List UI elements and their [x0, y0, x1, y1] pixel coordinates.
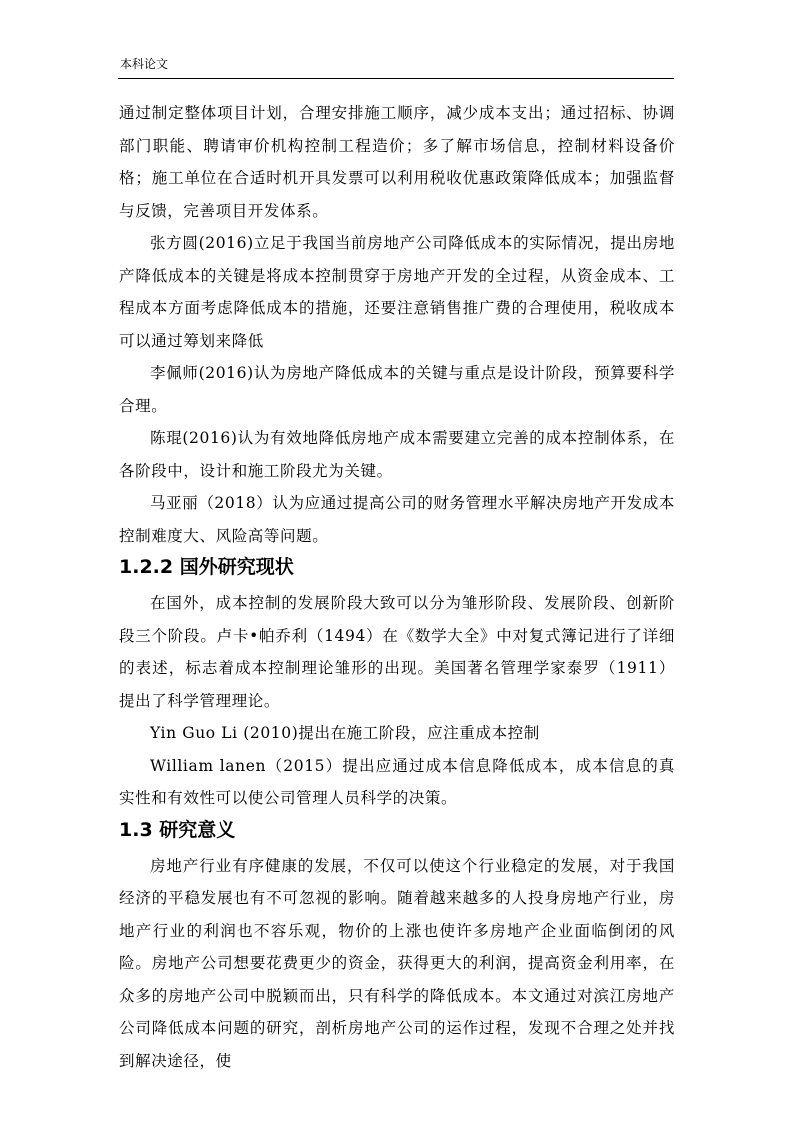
- paragraph: William lanen（2015）提出应通过成本信息降低成本，成本信息的真实性和有效性可以使公司管理人员科学的决策。: [119, 756, 675, 807]
- paragraph: Yin Guo Li (2010)提出在施工阶段，应注重成本控制: [150, 724, 540, 742]
- section-heading: 1.3 研究意义: [119, 818, 236, 841]
- header-rule: [118, 78, 674, 79]
- paragraph: 通过制定整体项目计划，合理安排施工顺序，减少成本支出；通过招标、协调部门职能、聘请审价机构控制工程造价；多了解市场信息，控制材料设备价格；施工单位在合适时机开具发票可以利用税收优惠政策降低成本；加强监督与反馈，完善项目开发体系。: [119, 104, 675, 220]
- paragraph: 在国外，成本控制的发展阶段大致可以分为雏形阶段、发展阶段、创新阶段三个阶段。卢卡•帕乔利（1494）在《数学大全》中对复式簿记进行了详细的表述，标志着成本控制理论雏形的出现。美国著名管理学家泰罗（1911）提出了科学管理理论。: [119, 594, 675, 710]
- page-header: 本科论文: [120, 57, 169, 71]
- section-heading: 1.2.2 国外研究现状: [119, 556, 294, 578]
- paragraph: 房地产行业有序健康的发展，不仅可以使这个行业稳定的发展，对于我国经济的平稳发展也有不可忽视的影响。随着越来越多的人投身房地产行业，房地产行业的利润也不容乐观，物价的上涨也使许多房地产企业面临倒闭的风险。房地产公司想要花费更少的资金，获得更大的利润，提高资金利用率，在众多的房地产公司中脱颖而出，只有科学的降低成本。本文通过对滨江房地产公司降低成本问题的研究，剖析房地产公司的运作过程，发现不合理之处并找到解决途径，使: [119, 856, 675, 1070]
- paragraph: 马亚丽（2018）认为应通过提高公司的财务管理水平解决房地产开发成本控制难度大、风险高等问题。: [119, 494, 675, 545]
- document-body: [119, 97, 675, 1077]
- paragraph: 李佩师(2016)认为房地产降低成本的关键与重点是设计阶段，预算要科学合理。: [119, 364, 675, 415]
- paragraph: 张方圆(2016)立足于我国当前房地产公司降低成本的实际情况，提出房地产降低成本的关键是将成本控制贯穿于房地产开发的全过程，从资金成本、工程成本方面考虑降低成本的措施，还要注意销售推广费的合理使用，税收成本可以通过筹划来降低: [119, 234, 675, 350]
- paragraph: 陈琨(2016)认为有效地降低房地产成本需要建立完善的成本控制体系，在各阶段中，设计和施工阶段尤为关键。: [119, 429, 675, 480]
